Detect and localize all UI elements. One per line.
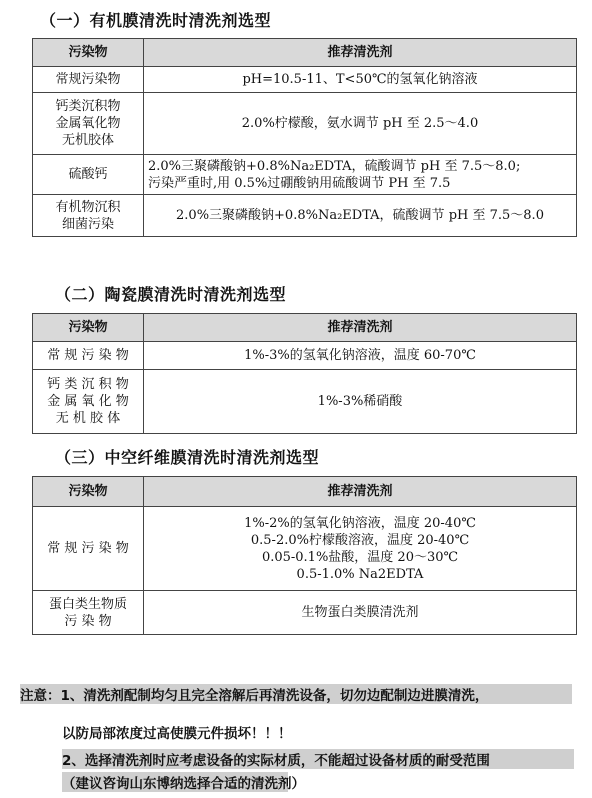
agent-cell: pH=10.5-11、T<50℃的氢氧化钠溶液 xyxy=(144,67,577,93)
agent-cell: 2.0%三聚磷酸钠+0.8%Na₂EDTA，硫酸调节 pH 至 7.5～8.0 xyxy=(144,195,577,237)
section2-table xyxy=(32,313,577,434)
pollutant-cell: 硫酸钙 xyxy=(33,155,144,195)
pollutant-cell: 钙类沉积物 金属氧化物 无机胶体 xyxy=(33,93,144,155)
agent-cell: 2.0%三聚磷酸钠+0.8%Na₂EDTA，硫酸调节 pH 至 7.5～8.0; 污染严重时,用 0.5%过硼酸钠用硫酸调节 PH 至 7.5 xyxy=(144,155,577,195)
header-agent: 推荐清洗剂 xyxy=(144,477,577,507)
section3-title: （三）中空纤维膜清洗时清洗剂选型 xyxy=(55,448,320,467)
agent-cell: 1%-3%稀硝酸 xyxy=(144,370,577,434)
agent-cell: 1%-2%的氢氧化钠溶液，温度 20-40℃ 0.5-2.0%柠檬酸溶液，温度 20-40℃ 0.05-0.1%盐酸，温度 20～30℃ 0.5-1.0% Na2EDTA xyxy=(144,507,577,591)
pollutant-cell: 常 规 污 染 物 xyxy=(33,507,144,591)
header-agent: 推荐清洗剂 xyxy=(144,39,577,67)
section2-title: （二）陶瓷膜清洗时清洗剂选型 xyxy=(55,285,287,304)
agent-cell: 生物蛋白类膜清洗剂 xyxy=(144,591,577,635)
pollutant-cell: 常 规 污 染 物 xyxy=(33,342,144,370)
note-line-2: 以防局部浓度过高使膜元件损坏！！！ xyxy=(62,726,292,742)
agent-cell: 1%-3%的氢氧化钠溶液，温度 60-70℃ xyxy=(144,342,577,370)
pollutant-cell: 蛋白类生物质 污 染 物 xyxy=(33,591,144,635)
header-pollutant: 污染物 xyxy=(33,314,144,342)
section3-table xyxy=(32,476,577,635)
note-line-3: 2、选择清洗剂时应考虑设备的实际材质，不能超过设备材质的耐受范围 xyxy=(62,749,574,769)
note-line-1: 注意：1、清洗剂配制均匀且完全溶解后再清洗设备，切勿边配制边进膜清洗， xyxy=(20,684,572,704)
section1-title: （一）有机膜清洗时清洗剂选型 xyxy=(40,11,272,30)
section1-table xyxy=(32,38,577,237)
header-agent: 推荐清洗剂 xyxy=(144,314,577,342)
pollutant-cell: 常规污染物 xyxy=(33,67,144,93)
header-pollutant: 污染物 xyxy=(33,39,144,67)
pollutant-cell: 钙 类 沉 积 物 金 属 氧 化 物 无 机 胶 体 xyxy=(33,370,144,434)
note-line-4: （建议咨询山东博纳选择合适的清洗剂） xyxy=(62,772,288,792)
agent-cell: 2.0%柠檬酸，氨水调节 pH 至 2.5～4.0 xyxy=(144,93,577,155)
header-pollutant: 污染物 xyxy=(33,477,144,507)
pollutant-cell: 有机物沉积 细菌污染 xyxy=(33,195,144,237)
